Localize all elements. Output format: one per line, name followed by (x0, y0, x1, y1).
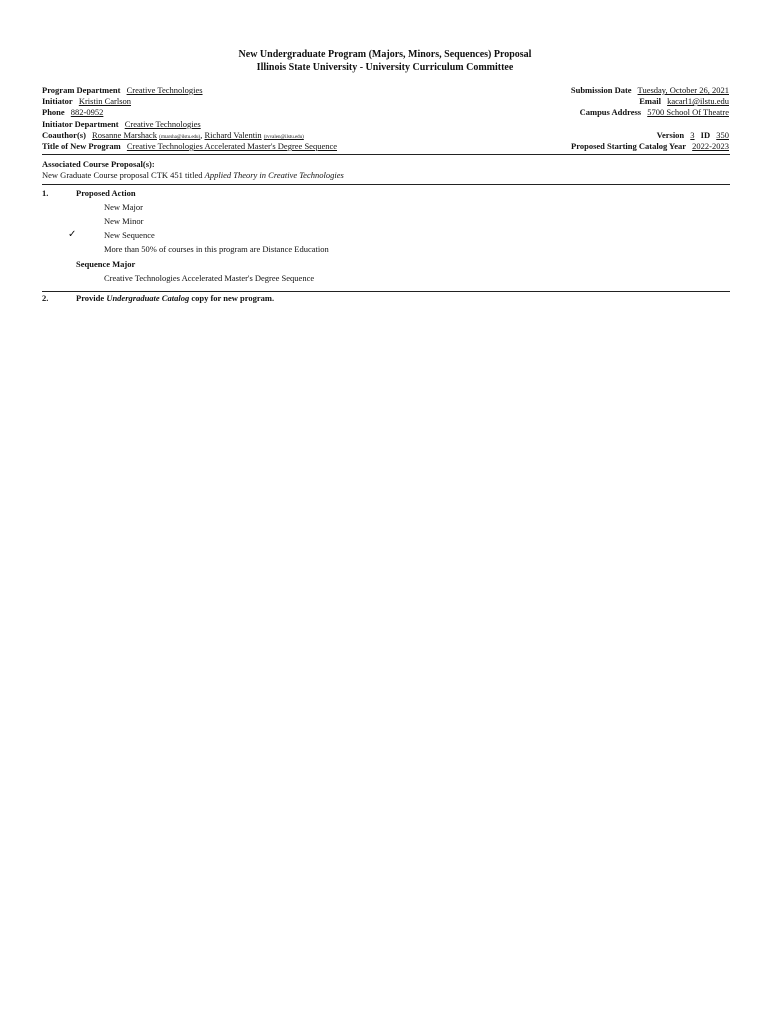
document-subtitle: Illinois State University - University Curriculum Committee (256, 62, 514, 73)
submission-date-row (571, 85, 729, 96)
submission-date-label: Submission Date (570, 85, 632, 95)
initiator-department-row (42, 119, 201, 130)
email-label: Email (639, 96, 661, 106)
email-row (639, 96, 729, 107)
phone-label: Phone (42, 107, 65, 117)
divider (42, 184, 730, 185)
section-2-number: 2. (42, 293, 49, 303)
phone-value[interactable]: 882-0952 (70, 107, 104, 117)
coauthors-label: Coauthor(s) (42, 130, 86, 140)
program-department-label: Program Department (42, 85, 121, 95)
section-2-heading (76, 293, 274, 303)
associated-course-text (42, 170, 344, 181)
divider (42, 154, 730, 155)
initiator-department-value[interactable]: Creative Technologies (124, 119, 201, 129)
initiator-label: Initiator (42, 96, 73, 106)
option-new-sequence: New Sequence (104, 230, 155, 240)
program-title-row (42, 141, 337, 152)
campus-address-row (580, 107, 729, 118)
divider (42, 291, 730, 292)
submission-date-value[interactable]: Tuesday, October 26, 2021 (637, 85, 729, 95)
campus-address-value[interactable]: 5700 School Of Theatre (647, 107, 729, 117)
program-title-value[interactable]: Creative Technologies Accelerated Master's Degree Sequence (126, 141, 338, 151)
option-distance-education: More than 50% of courses in this program are Distance Education (104, 244, 329, 254)
checkmark-icon: ✓ (68, 229, 77, 240)
id-value[interactable]: 350 (716, 130, 729, 140)
section-2-suffix: copy for new program. (191, 293, 275, 303)
version-value[interactable]: 3 (690, 130, 695, 140)
section-1-heading: Proposed Action (76, 188, 136, 198)
program-department-row (42, 85, 203, 96)
campus-address-label: Campus Address (579, 107, 642, 117)
section-2-prefix: Provide (76, 293, 105, 303)
email-value[interactable]: kacarl1@ilstu.edu (667, 96, 729, 106)
associated-course-prefix: New Graduate Course proposal CTK 451 titled (42, 170, 203, 180)
document-title: New Undergraduate Program (Majors, Minors, Sequences) Proposal (238, 49, 532, 60)
catalog-year-label: Proposed Starting Catalog Year (571, 141, 687, 151)
catalog-year-value[interactable]: 2022-2023 (692, 141, 729, 151)
version-id-row (657, 130, 729, 141)
coauthor-1-email[interactable]: (rmarsha@ilstu.edu) (159, 135, 201, 140)
associated-label: Associated Course Proposal(s): (42, 159, 155, 169)
program-department-value[interactable]: Creative Technologies (126, 85, 203, 95)
id-label: ID (700, 130, 711, 140)
catalog-year-row (571, 141, 729, 152)
coauthor-2-name[interactable]: Richard Valentin (204, 130, 262, 140)
initiator-department-label: Initiator Department (42, 119, 119, 129)
section-1-number: 1. (42, 188, 49, 198)
coauthor-1-name[interactable]: Rosanne Marshack (92, 130, 157, 140)
section-2-catalog: Undergraduate Catalog (106, 293, 190, 303)
coauthor-2-email[interactable]: (rvvalen@ilstu.edu) (263, 135, 304, 140)
option-new-major: New Major (104, 202, 143, 212)
program-title-label: Title of New Program (42, 141, 121, 151)
phone-row (42, 107, 103, 118)
version-label: Version (656, 130, 685, 140)
associated-course-title[interactable]: Applied Theory in Creative Technologies (204, 170, 344, 180)
option-new-minor: New Minor (104, 216, 144, 226)
coauthors-row: Coauthor(s) Rosanne Marshack (rmarsha@ilstu.edu), Richard Valentin (rvvalen@ilstu.edu) (42, 130, 304, 140)
initiator-row (42, 96, 131, 107)
sequence-major-label: Sequence Major (76, 259, 136, 269)
sequence-major-value: Creative Technologies Accelerated Master's Degree Sequence (104, 273, 315, 283)
initiator-value[interactable]: Kristin Carlson (78, 96, 132, 106)
